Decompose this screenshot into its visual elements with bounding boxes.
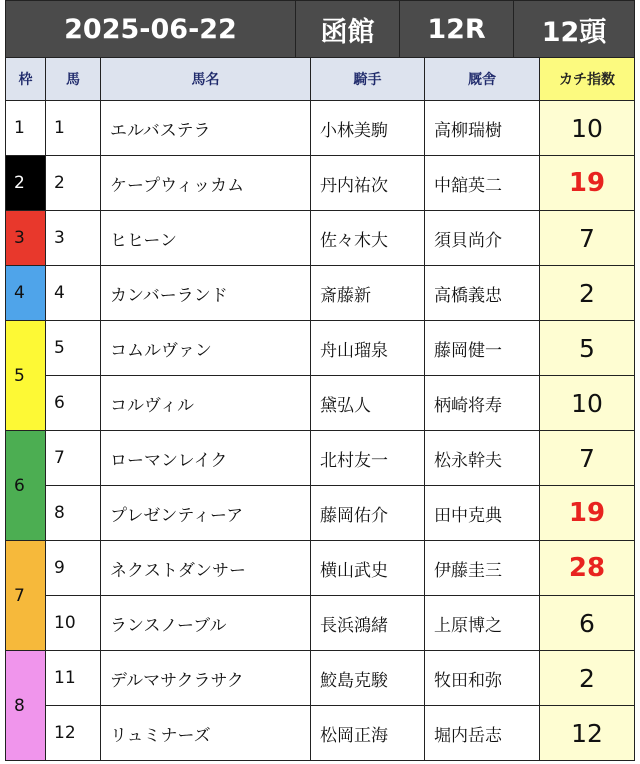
gate-cell: 7	[5, 540, 46, 651]
horse-name: ランスノーブル	[100, 595, 311, 651]
trainer-name: 伊藤圭三	[424, 540, 540, 596]
kachi-score: 5	[539, 320, 635, 376]
horse-number: 7	[45, 430, 101, 486]
kachi-score: 2	[539, 265, 635, 321]
trainer-name: 須貝尚介	[424, 210, 540, 266]
jockey-name: 北村友一	[310, 430, 425, 486]
kachi-score: 6	[539, 595, 635, 651]
trainer-name: 高橋義忠	[424, 265, 540, 321]
horse-number: 10	[45, 595, 101, 651]
trainer-name: 柄崎将寿	[424, 375, 540, 431]
trainer-name: 堀内岳志	[424, 705, 540, 761]
col-trainer: 厩舎	[424, 57, 540, 101]
horse-name: リュミナーズ	[100, 705, 311, 761]
kachi-score: 2	[539, 650, 635, 706]
horse-name: デルマサクラサク	[100, 650, 311, 706]
horse-number: 4	[45, 265, 101, 321]
kachi-score: 28	[539, 540, 635, 596]
horse-name: エルバステラ	[100, 100, 311, 156]
jockey-name: 小林美駒	[310, 100, 425, 156]
gate-cell: 1	[5, 100, 46, 156]
kachi-score: 12	[539, 705, 635, 761]
kachi-score: 10	[539, 100, 635, 156]
gate-cell: 3	[5, 210, 46, 266]
runner-count: 12頭	[513, 0, 635, 58]
jockey-name: 佐々木大	[310, 210, 425, 266]
kachi-score: 10	[539, 375, 635, 431]
trainer-name: 牧田和弥	[424, 650, 540, 706]
jockey-name: 丹内祐次	[310, 155, 425, 211]
jockey-name: 松岡正海	[310, 705, 425, 761]
horse-number: 2	[45, 155, 101, 211]
race-date: 2025-06-22	[5, 0, 296, 58]
horse-number: 8	[45, 485, 101, 541]
jockey-name: 長浜鴻緒	[310, 595, 425, 651]
jockey-name: 横山武史	[310, 540, 425, 596]
horse-name: ネクストダンサー	[100, 540, 311, 596]
horse-name: ローマンレイク	[100, 430, 311, 486]
gate-cell: 2	[5, 155, 46, 211]
trainer-name: 松永幹夫	[424, 430, 540, 486]
col-score: カチ指数	[539, 57, 635, 101]
race-table	[5, 0, 635, 760]
horse-name: カンバーランド	[100, 265, 311, 321]
trainer-name: 上原博之	[424, 595, 540, 651]
horse-name: コルヴィル	[100, 375, 311, 431]
col-jockey: 騎手	[310, 57, 425, 101]
horse-number: 1	[45, 100, 101, 156]
gate-cell: 5	[5, 320, 46, 431]
horse-number: 11	[45, 650, 101, 706]
gate-cell: 8	[5, 650, 46, 761]
horse-name: コムルヴァン	[100, 320, 311, 376]
horse-name: ケープウィッカム	[100, 155, 311, 211]
jockey-name: 斎藤新	[310, 265, 425, 321]
horse-name: プレゼンティーア	[100, 485, 311, 541]
horse-number: 9	[45, 540, 101, 596]
kachi-score: 19	[539, 485, 635, 541]
col-horse-name: 馬名	[100, 57, 311, 101]
gate-cell: 6	[5, 430, 46, 541]
horse-number: 3	[45, 210, 101, 266]
jockey-name: 黛弘人	[310, 375, 425, 431]
trainer-name: 高柳瑞樹	[424, 100, 540, 156]
horse-number: 6	[45, 375, 101, 431]
jockey-name: 舟山瑠泉	[310, 320, 425, 376]
col-uma: 馬	[45, 57, 101, 101]
kachi-score: 7	[539, 210, 635, 266]
horse-number: 5	[45, 320, 101, 376]
kachi-score: 7	[539, 430, 635, 486]
kachi-score: 19	[539, 155, 635, 211]
jockey-name: 鮫島克駿	[310, 650, 425, 706]
venue: 函館	[295, 0, 400, 58]
gate-cell: 4	[5, 265, 46, 321]
jockey-name: 藤岡佑介	[310, 485, 425, 541]
race-number: 12R	[399, 0, 514, 58]
col-waku: 枠	[5, 57, 46, 101]
trainer-name: 田中克典	[424, 485, 540, 541]
trainer-name: 藤岡健一	[424, 320, 540, 376]
horse-name: ヒヒーン	[100, 210, 311, 266]
trainer-name: 中舘英二	[424, 155, 540, 211]
horse-number: 12	[45, 705, 101, 761]
